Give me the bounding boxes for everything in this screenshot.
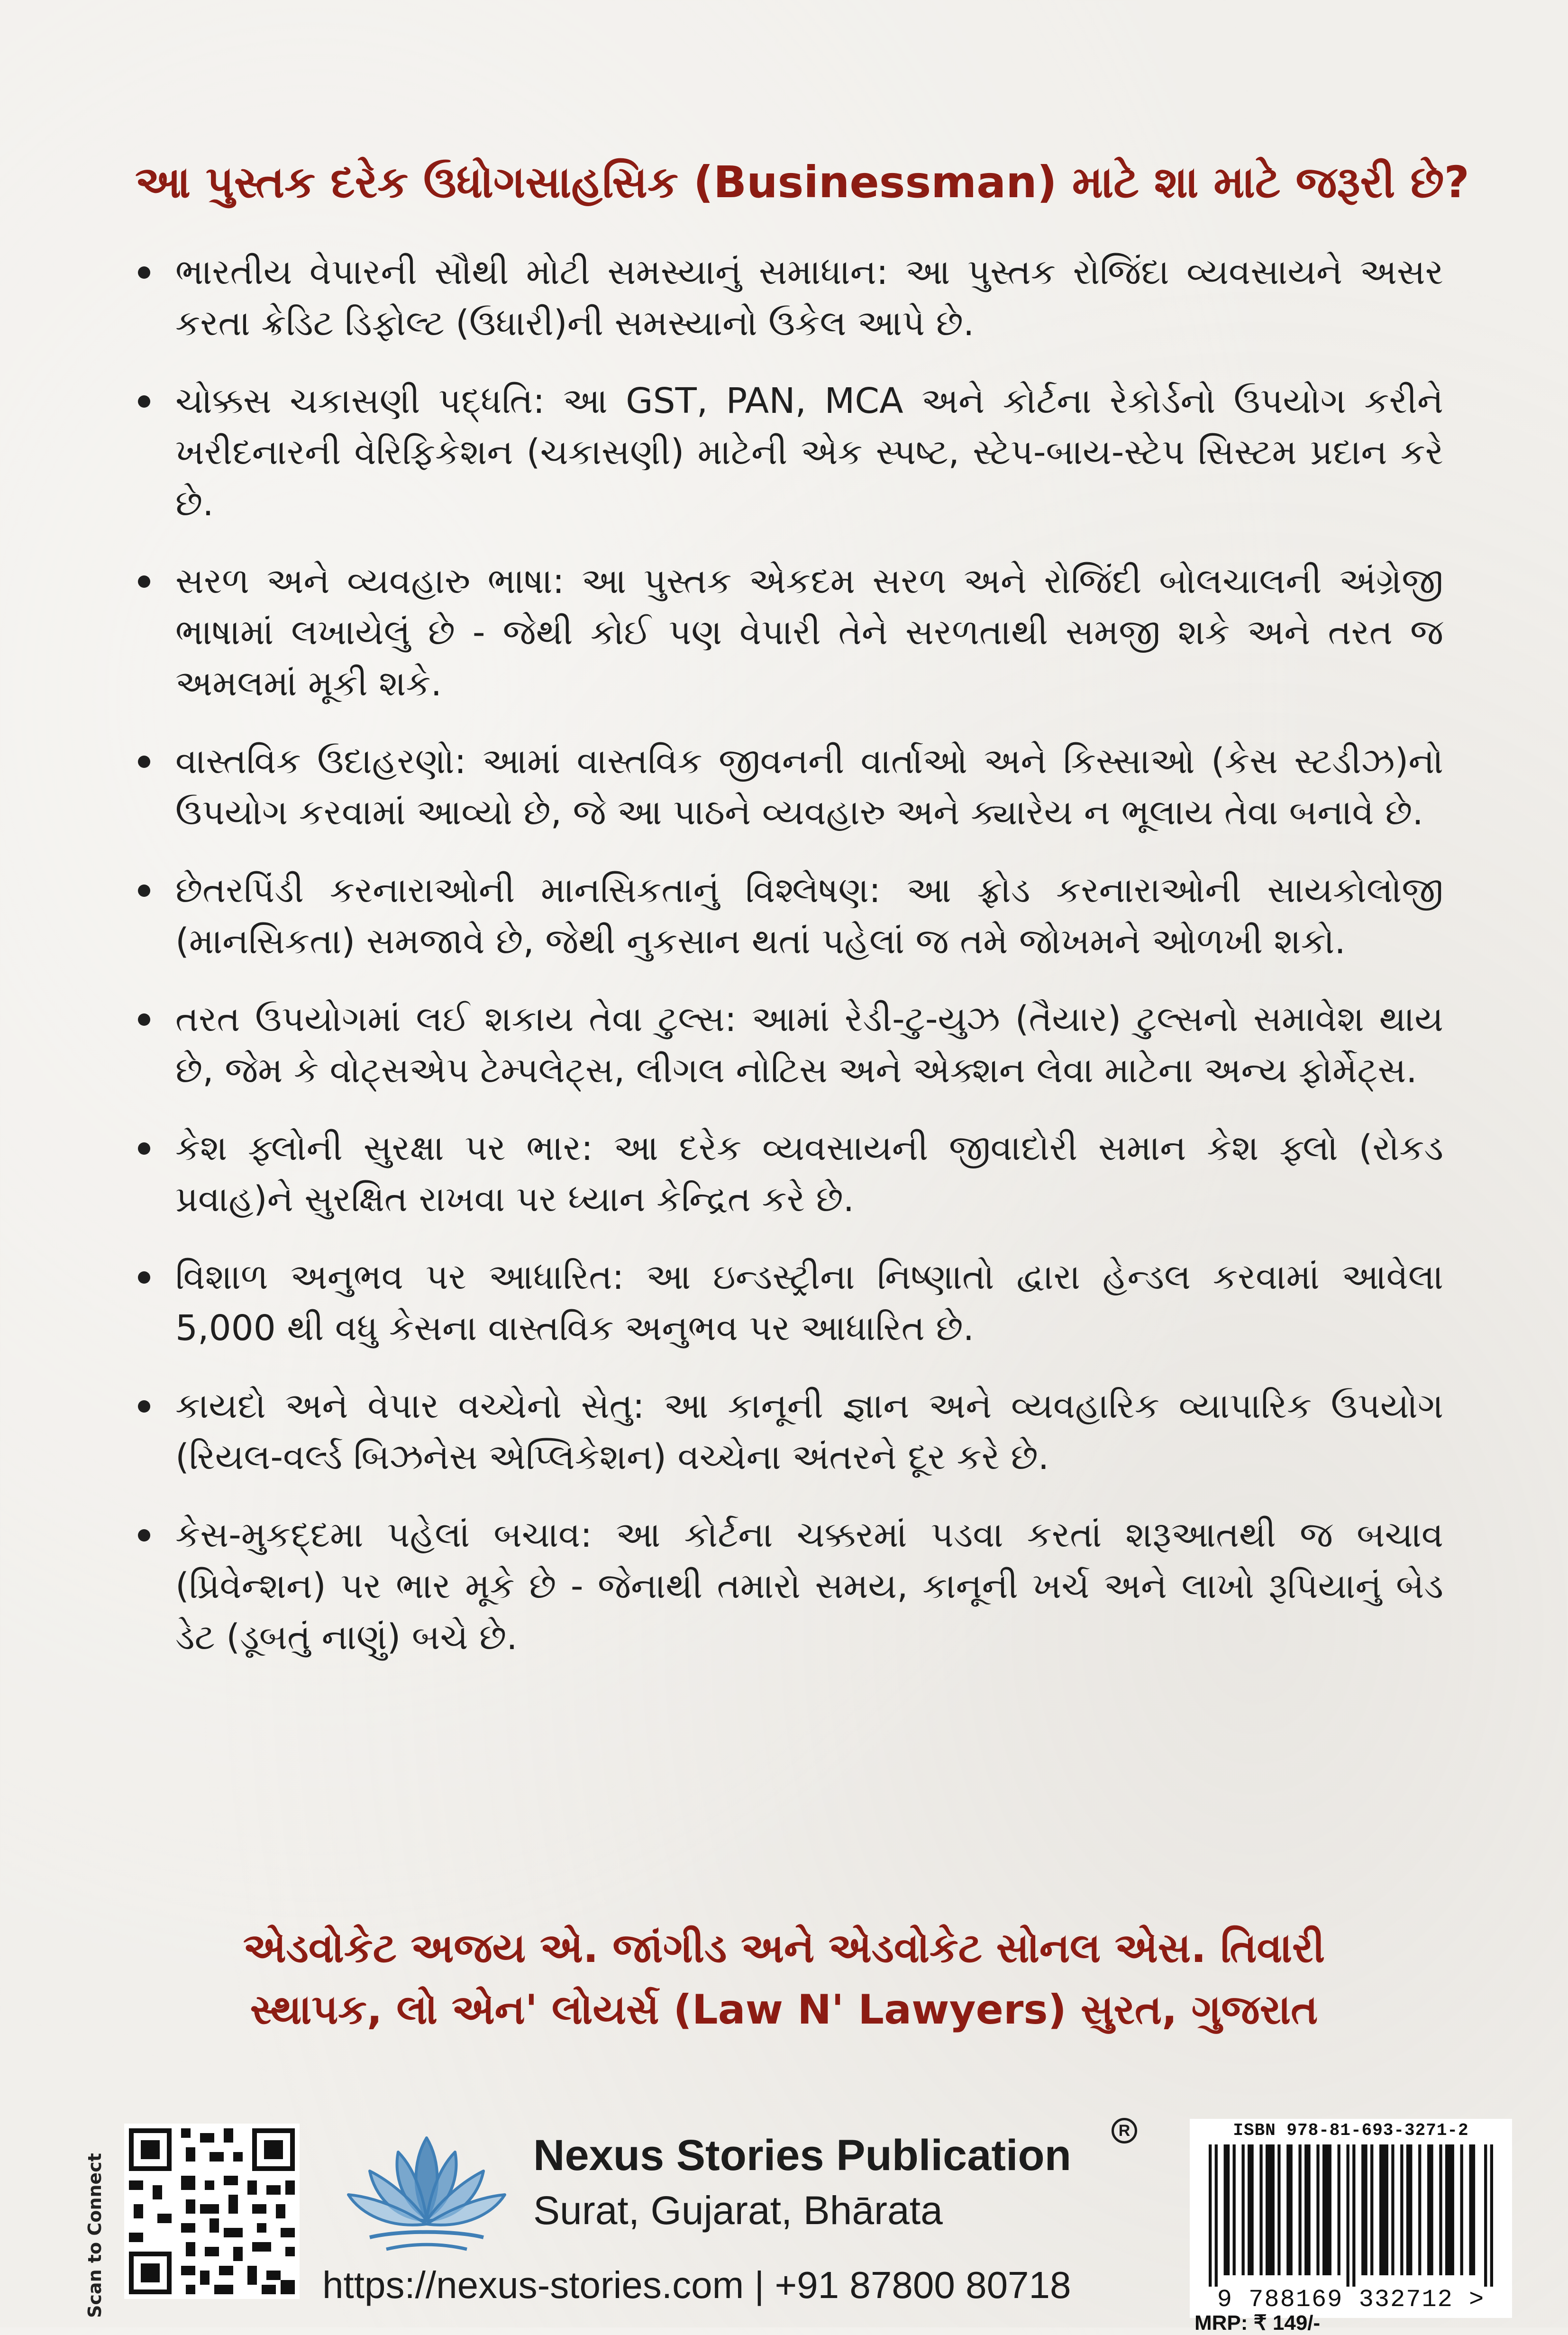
author-credits	[0, 1917, 1568, 2041]
bullet-text: કાયદો અને વેપાર વચ્ચેનો સેતુ: આ કાનૂની જ્ઞાન અને વ્યવહારિક વ્યાપારિક ઉપયોગ (રિયલ-વર્લ્ડ બિઝનેસ એપ્લિકેશન) વચ્ચેના અંતરને દૂર કરે છે.	[175, 1386, 1443, 1478]
isbn-barcode-block	[1190, 2119, 1512, 2318]
bullet-dot-icon	[138, 1529, 150, 1541]
isbn-label: ISBN 978-81-693-3271-2	[1233, 2121, 1469, 2140]
list-item	[135, 1380, 1443, 1483]
bullet-dot-icon	[138, 575, 150, 588]
bullet-text: કેશ ફ્લોની સુરક્ષા પર ભાર: આ દરેક વ્યવસાયની જીવાદોરી સમાન કેશ ફ્લો (રોકડ પ્રવાહ)ને સુરક્ષિત રાખવા પર ધ્યાન કેન્દ્રિત કરે છે.	[175, 1128, 1443, 1220]
lotus-logo-icon	[341, 2124, 512, 2266]
bullet-dot-icon	[138, 1271, 150, 1284]
bullet-dot-icon	[138, 885, 150, 897]
list-item	[135, 246, 1443, 349]
bullet-text: સરળ અને વ્યવહારુ ભાષા: આ પુસ્તક એકદમ સરળ અને રોજિંદી બોલચાલની અંગ્રેજી ભાષામાં લખાયેલું છે - જેથી કોઈ પણ વેપારી તેને સરળતાથી સમજી શકે અને તરત જ અમલમાં મૂકી શકે.	[175, 561, 1443, 704]
barcode-icon	[1209, 2144, 1493, 2287]
registered-mark-icon: R	[1112, 2118, 1137, 2143]
list-item	[135, 375, 1443, 529]
bullet-dot-icon	[138, 756, 150, 768]
list-item	[135, 1122, 1443, 1225]
bullet-text: ભારતીય વેપારની સૌથી મોટી સમસ્યાનું સમાધાન: આ પુસ્તક રોજિંદા વ્યવસાયને અસર કરતા ક્રેડિટ ડિફોલ્ટ (ઉધારી)ની સમસ્યાનો ઉકેલ આપે છે.	[175, 252, 1443, 344]
list-item	[135, 1251, 1443, 1354]
bullet-text: વાસ્તવિક ઉદાહરણો: આમાં વાસ્તવિક જીવનની વાર્તાઓ અને કિસ્સાઓ (કેસ સ્ટડીઝ)નો ઉપયોગ કરવામાં આવ્યો છે, જે આ પાઠને વ્યવહારુ અને ક્યારેય ન ભૂલાય તેવા બનાવે છે.	[175, 741, 1443, 833]
page-heading: આ પુસ્તક દરેક ઉધોગસાહસિક (Businessman) માટે શા માટે જરૂરી છે?	[135, 157, 1469, 208]
list-item	[135, 1509, 1443, 1663]
bullet-dot-icon	[138, 1400, 150, 1413]
bullet-text: વિશાળ અનુભવ પર આધારિત: આ ઇન્ડસ્ટ્રીના નિષ્ણાતો દ્વારા હેન્ડલ કરવામાં આવેલા 5,000 થી વધુ કેસના વાસ્તવિક અનુભવ પર આધારિત છે.	[175, 1257, 1443, 1349]
bullet-dot-icon	[138, 266, 150, 279]
isbn-digits: 9 788169 332712 >	[1217, 2286, 1485, 2314]
scan-label-text: Scan to Connect	[84, 2153, 105, 2318]
publisher-location: Surat, Gujarat, Bhārata	[533, 2188, 943, 2233]
bullet-dot-icon	[138, 1013, 150, 1026]
bullet-text: કેસ-મુકદ્દમા પહેલાં બચાવ: આ કોર્ટના ચક્કરમાં પડવા કરતાં શરૂઆતથી જ બચાવ (પ્રિવેન્શન) પર ભાર મૂકે છે - જેનાથી તમારો સમય, કાનૂની ખર્ચ અને લાખો રૂપિયાનું બેડ ડેટ (ડૂબતું નાણું) બચે છે.	[175, 1514, 1444, 1658]
author-names: એડવોકેટ અજય એ. જાંગીડ અને એડવોકેટ સોનલ એસ. તિવારી	[243, 1925, 1325, 1972]
founder-line: સ્થાપક, લો એન' લોયર્સ (Law N' Lawyers) સુરત, ગુજરાત	[250, 1986, 1318, 2034]
list-item	[135, 736, 1443, 838]
bullet-text: તરત ઉપયોગમાં લઈ શકાય તેવા ટુલ્સ: આમાં રેડી-ટુ-યુઝ (તૈયાર) ટુલ્સનો સમાવેશ થાય છે, જેમ કે વોટ્સએપ ટેમ્પલેટ્સ, લીગલ નોટિસ અને એક્શન લેવા માટેના અન્ય ફોર્મેટ્સ.	[175, 999, 1443, 1091]
benefit-list	[135, 246, 1443, 1689]
bullet-text: છેતરપિંડી કરનારાઓની માનસિકતાનું વિશ્લેષણ: આ ફ્રોડ કરનારાઓની સાયકોલોજી (માનસિકતા) સમજાવે છે, જેથી નુકસાન થતાં પહેલાં જ તમે જોખમને ઓળખી શકો.	[175, 870, 1443, 962]
publisher-name: Nexus Stories Publication	[533, 2131, 1071, 2180]
contact-info[interactable]: https://nexus-stories.com | +91 87800 80718	[322, 2264, 1071, 2306]
list-item	[135, 556, 1443, 709]
bullet-dot-icon	[138, 1142, 150, 1155]
scan-to-connect-label	[84, 2119, 113, 2318]
list-item	[135, 994, 1443, 1096]
bullet-text: ચોક્કસ ચકાસણી પદ્ધતિ: આ GST, PAN, MCA અને કોર્ટના રેકોર્ડનો ઉપયોગ કરીને ખરીદનારની વેરિફિકેશન (ચકાસણી) માટેની એક સ્પષ્ટ, સ્ટેપ-બાય-સ્ટેપ સિસ્ટમ પ્રદાન કરે છે.	[175, 381, 1443, 524]
mrp-label: MRP: ₹ 149/-	[1194, 2311, 1321, 2335]
bullet-dot-icon	[138, 395, 150, 408]
list-item	[135, 865, 1443, 967]
qr-code-icon[interactable]	[124, 2124, 300, 2299]
